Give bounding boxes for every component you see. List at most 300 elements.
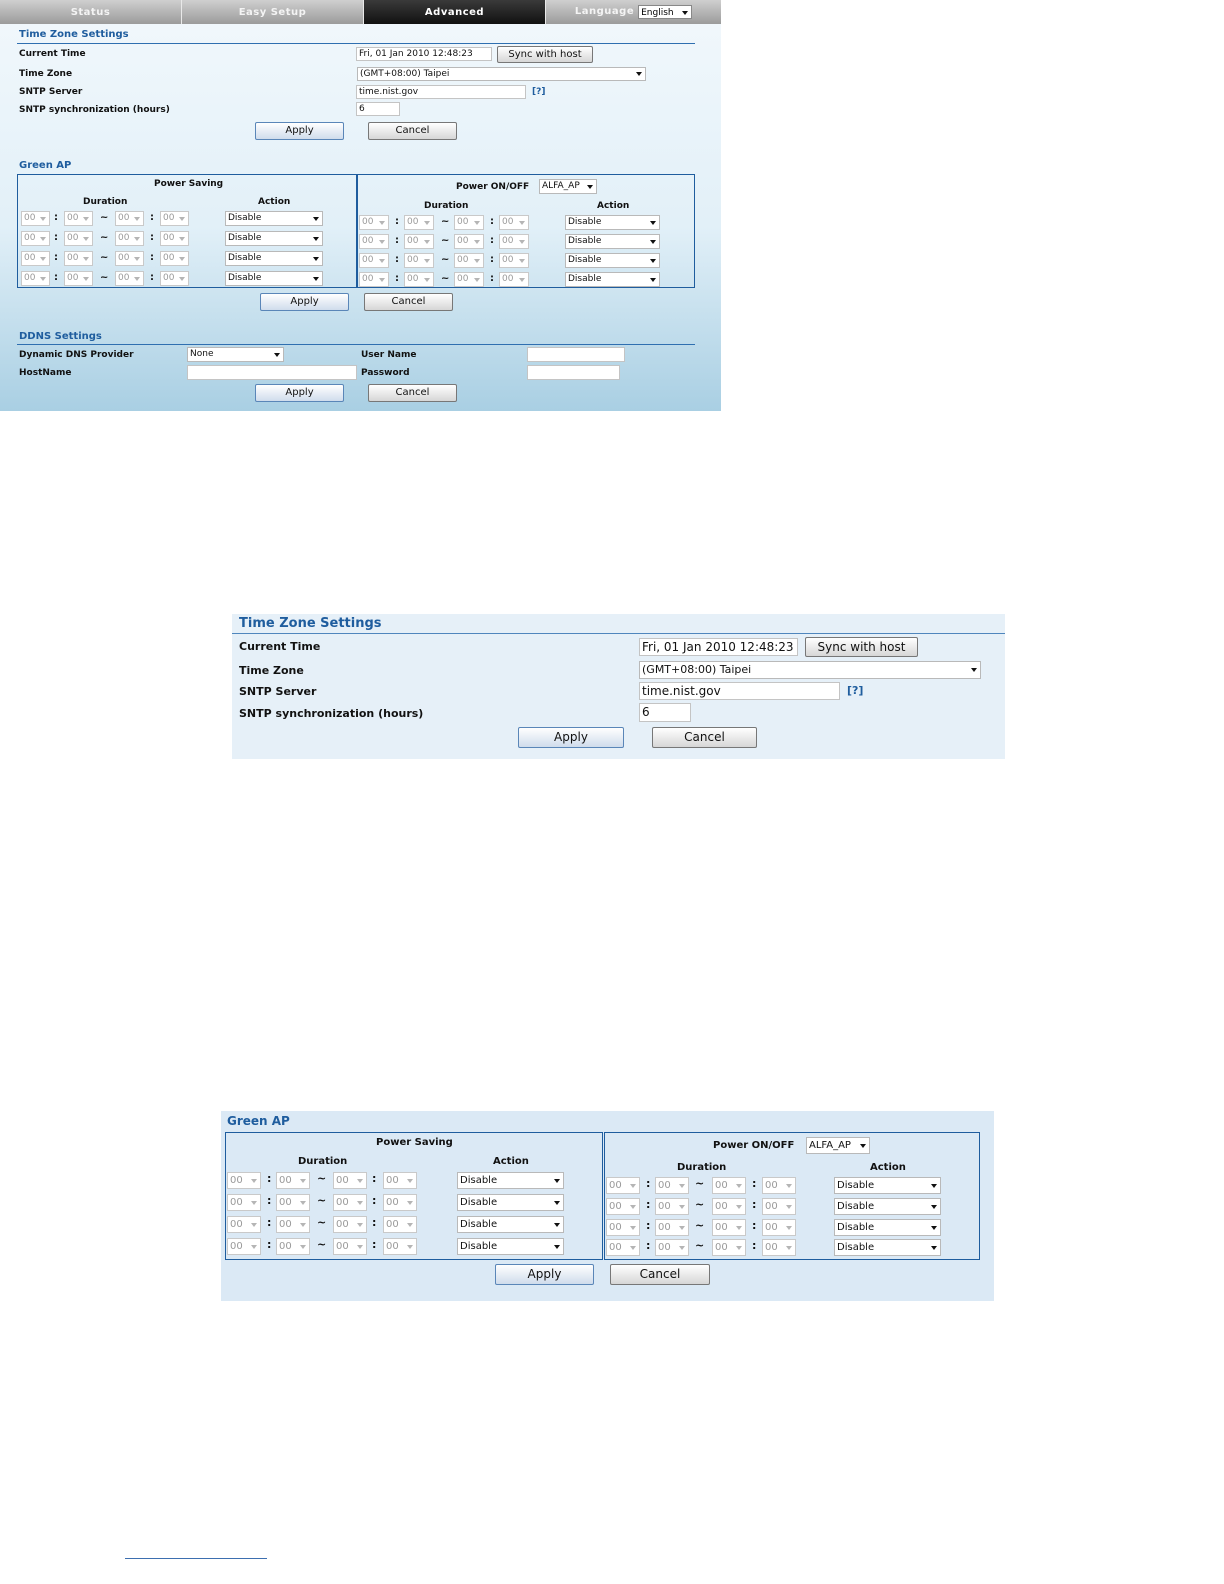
green-ap-apply-button[interactable]: Apply xyxy=(495,1264,594,1285)
time-zone-section-title: Time Zone Settings xyxy=(239,616,382,631)
schedule-end-hour-select[interactable] xyxy=(712,1239,746,1256)
schedule-start-minute-select[interactable] xyxy=(276,1172,310,1189)
time-value: 00 xyxy=(765,1180,778,1191)
schedule-end-minute-select[interactable] xyxy=(383,1216,417,1233)
schedule-end-hour-select[interactable] xyxy=(115,271,144,286)
chevron-down-icon xyxy=(860,1144,866,1148)
ddns-section-title: DDNS Settings xyxy=(19,331,102,342)
current-time-label: Current Time xyxy=(239,640,321,653)
schedule-start-minute-select[interactable] xyxy=(655,1198,689,1215)
time-value: 00 xyxy=(336,1241,349,1252)
schedule-end-minute-select[interactable] xyxy=(160,211,189,226)
sntp-sync-label: SNTP synchronization (hours) xyxy=(239,707,424,720)
time-separator: : xyxy=(395,254,399,265)
chevron-down-icon xyxy=(379,278,385,282)
time-value: 00 xyxy=(279,1241,292,1252)
time-value: 00 xyxy=(502,217,514,227)
schedule-start-minute-select[interactable] xyxy=(404,253,434,268)
chevron-down-icon xyxy=(134,217,140,221)
time-separator: : xyxy=(752,1177,757,1190)
schedule-action-select[interactable] xyxy=(565,234,660,249)
schedule-start-hour-select[interactable] xyxy=(359,215,389,230)
chevron-down-icon xyxy=(736,1184,742,1188)
schedule-start-minute-select[interactable] xyxy=(276,1238,310,1255)
time-value: 00 xyxy=(67,273,79,283)
sntp-help-link[interactable]: [?] xyxy=(532,87,546,97)
ddns-provider-select[interactable] xyxy=(187,347,284,362)
range-separator: ~ xyxy=(100,272,109,283)
power-onoff-title: Power ON/OFF xyxy=(456,182,530,192)
time-zone-apply-button[interactable]: Apply xyxy=(518,727,624,748)
time-zone-zoom-panel xyxy=(232,614,1005,759)
schedule-start-hour-select[interactable] xyxy=(606,1177,640,1194)
time-value: 00 xyxy=(715,1180,728,1191)
time-value: 00 xyxy=(118,213,130,223)
ddns-cancel-button[interactable]: Cancel xyxy=(368,384,457,402)
schedule-action-select[interactable] xyxy=(565,253,660,268)
sntp-sync-label: SNTP synchronization (hours) xyxy=(19,105,170,115)
schedule-start-hour-select[interactable] xyxy=(606,1219,640,1236)
schedule-start-minute-select[interactable] xyxy=(404,234,434,249)
schedule-end-minute-select[interactable] xyxy=(499,253,529,268)
chevron-down-icon xyxy=(313,257,319,261)
chevron-down-icon xyxy=(636,72,642,76)
range-separator: ~ xyxy=(695,1219,705,1232)
chevron-down-icon xyxy=(650,240,656,244)
time-value: 00 xyxy=(386,1175,399,1186)
time-value: 00 xyxy=(407,274,419,284)
time-separator: : xyxy=(54,232,58,243)
chevron-down-icon xyxy=(630,1184,636,1188)
schedule-end-minute-select[interactable] xyxy=(762,1177,796,1194)
chevron-down-icon xyxy=(554,1201,560,1205)
schedule-end-minute-select[interactable] xyxy=(383,1238,417,1255)
time-value: 00 xyxy=(407,236,419,246)
time-value: 00 xyxy=(67,253,79,263)
time-value: 00 xyxy=(67,213,79,223)
schedule-end-hour-select[interactable] xyxy=(333,1216,367,1233)
schedule-end-hour-select[interactable] xyxy=(454,272,484,287)
chevron-down-icon xyxy=(736,1226,742,1230)
schedule-end-hour-select[interactable] xyxy=(333,1172,367,1189)
tab-status[interactable]: Status xyxy=(0,0,182,24)
chevron-down-icon xyxy=(519,221,525,225)
chevron-down-icon xyxy=(519,278,525,282)
chevron-down-icon xyxy=(313,277,319,281)
time-value: 00 xyxy=(502,255,514,265)
time-separator: : xyxy=(490,216,494,227)
schedule-end-hour-select[interactable] xyxy=(454,215,484,230)
green-ap-cancel-button[interactable]: Cancel xyxy=(610,1264,710,1285)
time-separator: : xyxy=(267,1194,272,1207)
schedule-end-minute-select[interactable] xyxy=(160,251,189,266)
schedule-end-hour-select[interactable] xyxy=(333,1194,367,1211)
sync-with-host-button[interactable]: Sync with host xyxy=(805,637,918,657)
time-separator: : xyxy=(54,212,58,223)
time-value: 00 xyxy=(609,1242,622,1253)
chevron-down-icon xyxy=(134,277,140,281)
chevron-down-icon xyxy=(931,1205,937,1209)
action-value: Disable xyxy=(460,1219,498,1230)
schedule-start-minute-select[interactable] xyxy=(655,1239,689,1256)
schedule-action-select[interactable] xyxy=(457,1172,564,1189)
duration-header: Duration xyxy=(83,197,128,207)
chevron-down-icon xyxy=(786,1246,792,1250)
time-value: 00 xyxy=(457,274,469,284)
time-separator: : xyxy=(372,1238,377,1251)
time-zone-label: Time Zone xyxy=(239,664,304,677)
schedule-action-select[interactable] xyxy=(457,1216,564,1233)
schedule-action-select[interactable] xyxy=(225,211,323,226)
chevron-down-icon xyxy=(736,1246,742,1250)
time-value: 00 xyxy=(502,274,514,284)
schedule-end-hour-select[interactable] xyxy=(712,1219,746,1236)
schedule-start-minute-select[interactable] xyxy=(404,272,434,287)
chevron-down-icon xyxy=(134,237,140,241)
chevron-down-icon xyxy=(679,1205,685,1209)
schedule-start-hour-select[interactable] xyxy=(606,1198,640,1215)
chevron-down-icon xyxy=(474,278,480,282)
range-separator: ~ xyxy=(100,212,109,223)
sntp-server-field[interactable]: time.nist.gov xyxy=(639,682,840,700)
schedule-end-minute-select[interactable] xyxy=(383,1194,417,1211)
time-separator: : xyxy=(150,272,154,283)
chevron-down-icon xyxy=(786,1226,792,1230)
chevron-down-icon xyxy=(179,217,185,221)
time-separator: : xyxy=(752,1239,757,1252)
chevron-down-icon xyxy=(179,237,185,241)
chevron-down-icon xyxy=(519,259,525,263)
router-advanced-page xyxy=(0,0,721,411)
power-onoff-select[interactable] xyxy=(539,179,597,194)
time-zone-select[interactable] xyxy=(639,661,981,679)
time-value: 00 xyxy=(457,236,469,246)
action-value: Disable xyxy=(228,253,262,263)
range-separator: ~ xyxy=(100,252,109,263)
time-separator: : xyxy=(150,252,154,263)
schedule-end-hour-select[interactable] xyxy=(115,251,144,266)
schedule-start-minute-select[interactable] xyxy=(404,215,434,230)
time-value: 00 xyxy=(24,253,36,263)
time-zone-value: (GMT+08:00) Taipei xyxy=(642,663,752,676)
time-value: 00 xyxy=(362,236,374,246)
chevron-down-icon xyxy=(179,257,185,261)
time-separator: : xyxy=(646,1198,651,1211)
time-value: 00 xyxy=(279,1175,292,1186)
time-separator: : xyxy=(54,272,58,283)
section-divider xyxy=(17,344,695,345)
range-separator: ~ xyxy=(695,1198,705,1211)
chevron-down-icon xyxy=(407,1179,413,1183)
time-zone-label: Time Zone xyxy=(19,69,73,79)
green-ap-cancel-button[interactable]: Cancel xyxy=(364,293,453,311)
chevron-down-icon xyxy=(313,237,319,241)
time-value: 00 xyxy=(163,253,175,263)
action-value: Disable xyxy=(837,1222,875,1233)
time-value: 00 xyxy=(118,233,130,243)
time-value: 00 xyxy=(407,217,419,227)
time-separator: : xyxy=(752,1198,757,1211)
time-value: 00 xyxy=(457,255,469,265)
tab-easy-setup[interactable]: Easy Setup xyxy=(182,0,364,24)
language-label: Language xyxy=(574,6,635,17)
schedule-start-hour-select[interactable] xyxy=(359,272,389,287)
chevron-down-icon xyxy=(519,240,525,244)
schedule-start-minute-select[interactable] xyxy=(655,1219,689,1236)
action-header: Action xyxy=(597,201,630,211)
chevron-down-icon xyxy=(931,1246,937,1250)
chevron-down-icon xyxy=(40,217,46,221)
time-separator: : xyxy=(490,273,494,284)
password-field[interactable] xyxy=(527,365,620,380)
time-zone-cancel-button[interactable]: Cancel xyxy=(652,727,757,748)
sync-with-host-button[interactable]: Sync with host xyxy=(497,46,593,63)
sntp-server-field[interactable]: time.nist.gov xyxy=(356,85,526,99)
schedule-start-hour-select[interactable] xyxy=(227,1238,261,1255)
sntp-sync-field[interactable]: 6 xyxy=(356,102,400,116)
chevron-down-icon xyxy=(357,1201,363,1205)
range-separator: ~ xyxy=(441,273,450,284)
chevron-down-icon xyxy=(83,237,89,241)
action-value: Disable xyxy=(568,274,602,284)
time-value: 00 xyxy=(336,1219,349,1230)
range-separator: ~ xyxy=(317,1172,327,1185)
time-separator: : xyxy=(395,273,399,284)
duration-header: Duration xyxy=(298,1156,348,1167)
action-value: Disable xyxy=(460,1241,498,1252)
sntp-sync-field[interactable]: 6 xyxy=(639,703,691,722)
chevron-down-icon xyxy=(251,1223,257,1227)
action-value: Disable xyxy=(228,273,262,283)
schedule-end-hour-select[interactable] xyxy=(115,231,144,246)
schedule-start-hour-select[interactable] xyxy=(21,231,50,246)
time-separator: : xyxy=(150,232,154,243)
schedule-start-hour-select[interactable] xyxy=(227,1194,261,1211)
range-separator: ~ xyxy=(695,1177,705,1190)
green-ap-section-title: Green AP xyxy=(19,160,72,171)
ddns-apply-button[interactable]: Apply xyxy=(255,384,344,402)
chevron-down-icon xyxy=(357,1245,363,1249)
time-value: 00 xyxy=(609,1201,622,1212)
time-value: 00 xyxy=(362,274,374,284)
chevron-down-icon xyxy=(407,1223,413,1227)
schedule-end-minute-select[interactable] xyxy=(499,272,529,287)
schedule-start-hour-select[interactable] xyxy=(21,251,50,266)
schedule-action-select[interactable] xyxy=(565,272,660,287)
language-select[interactable] xyxy=(638,5,692,19)
time-value: 00 xyxy=(279,1197,292,1208)
range-separator: ~ xyxy=(317,1216,327,1229)
schedule-start-minute-select[interactable] xyxy=(64,211,93,226)
schedule-start-minute-select[interactable] xyxy=(64,271,93,286)
schedule-end-minute-select[interactable] xyxy=(160,231,189,246)
schedule-start-hour-select[interactable] xyxy=(21,211,50,226)
chevron-down-icon xyxy=(630,1246,636,1250)
time-separator: : xyxy=(267,1172,272,1185)
section-divider xyxy=(232,633,1005,634)
range-separator: ~ xyxy=(317,1238,327,1251)
schedule-end-hour-select[interactable] xyxy=(454,253,484,268)
chevron-down-icon xyxy=(179,277,185,281)
power-onoff-value: ALFA_AP xyxy=(542,181,580,191)
time-separator: : xyxy=(267,1238,272,1251)
footer-divider xyxy=(125,1558,267,1559)
schedule-start-hour-select[interactable] xyxy=(359,234,389,249)
username-label: User Name xyxy=(361,350,417,360)
chevron-down-icon xyxy=(679,1226,685,1230)
chevron-down-icon xyxy=(971,668,977,672)
green-ap-apply-button[interactable]: Apply xyxy=(260,293,349,311)
schedule-action-select[interactable] xyxy=(225,251,323,266)
time-value: 00 xyxy=(715,1201,728,1212)
schedule-start-hour-select[interactable] xyxy=(227,1216,261,1233)
power-onoff-select[interactable] xyxy=(806,1137,870,1154)
schedule-end-minute-select[interactable] xyxy=(160,271,189,286)
schedule-end-hour-select[interactable] xyxy=(712,1177,746,1194)
ddns-provider-value: None xyxy=(190,349,214,359)
time-separator: : xyxy=(646,1239,651,1252)
schedule-start-minute-select[interactable] xyxy=(64,251,93,266)
time-value: 00 xyxy=(362,255,374,265)
schedule-start-minute-select[interactable] xyxy=(276,1216,310,1233)
chevron-down-icon xyxy=(274,353,280,357)
chevron-down-icon xyxy=(424,221,430,225)
chevron-down-icon xyxy=(736,1205,742,1209)
time-separator: : xyxy=(646,1219,651,1232)
chevron-down-icon xyxy=(424,240,430,244)
action-value: Disable xyxy=(568,217,602,227)
time-value: 00 xyxy=(386,1241,399,1252)
chevron-down-icon xyxy=(313,217,319,221)
time-value: 00 xyxy=(230,1175,243,1186)
schedule-action-select[interactable] xyxy=(834,1177,941,1194)
schedule-end-hour-select[interactable] xyxy=(712,1198,746,1215)
chevron-down-icon xyxy=(650,221,656,225)
action-value: Disable xyxy=(228,233,262,243)
schedule-action-select[interactable] xyxy=(834,1219,941,1236)
schedule-end-minute-select[interactable] xyxy=(383,1172,417,1189)
time-separator: : xyxy=(372,1194,377,1207)
chevron-down-icon xyxy=(357,1179,363,1183)
action-value: Disable xyxy=(568,255,602,265)
time-value: 00 xyxy=(118,253,130,263)
chevron-down-icon xyxy=(251,1179,257,1183)
time-zone-cancel-button[interactable]: Cancel xyxy=(368,122,457,140)
schedule-start-minute-select[interactable] xyxy=(276,1194,310,1211)
schedule-start-minute-select[interactable] xyxy=(64,231,93,246)
time-zone-select[interactable] xyxy=(357,67,646,81)
schedule-end-minute-select[interactable] xyxy=(762,1219,796,1236)
time-value: 00 xyxy=(658,1222,671,1233)
time-value: 00 xyxy=(230,1241,243,1252)
schedule-end-minute-select[interactable] xyxy=(499,215,529,230)
hostname-field[interactable] xyxy=(187,365,357,380)
sntp-help-link[interactable]: [?] xyxy=(847,684,864,697)
schedule-start-minute-select[interactable] xyxy=(655,1177,689,1194)
schedule-end-hour-select[interactable] xyxy=(333,1238,367,1255)
chevron-down-icon xyxy=(83,257,89,261)
schedule-start-hour-select[interactable] xyxy=(21,271,50,286)
time-zone-apply-button[interactable]: Apply xyxy=(255,122,344,140)
schedule-action-select[interactable] xyxy=(457,1194,564,1211)
time-value: 00 xyxy=(279,1219,292,1230)
time-value: 00 xyxy=(163,233,175,243)
username-field[interactable] xyxy=(527,347,625,362)
action-header: Action xyxy=(870,1162,906,1173)
time-separator: : xyxy=(54,252,58,263)
time-value: 00 xyxy=(24,233,36,243)
schedule-end-minute-select[interactable] xyxy=(762,1239,796,1256)
schedule-start-hour-select[interactable] xyxy=(606,1239,640,1256)
schedule-end-hour-select[interactable] xyxy=(454,234,484,249)
schedule-action-select[interactable] xyxy=(834,1239,941,1256)
time-value: 00 xyxy=(230,1219,243,1230)
schedule-end-minute-select[interactable] xyxy=(762,1198,796,1215)
tab-advanced[interactable]: Advanced xyxy=(364,0,546,24)
schedule-start-hour-select[interactable] xyxy=(227,1172,261,1189)
time-value: 00 xyxy=(407,255,419,265)
sntp-server-label: SNTP Server xyxy=(19,87,83,97)
current-time-field[interactable]: Fri, 01 Jan 2010 12:48:23 xyxy=(639,638,798,656)
time-value: 00 xyxy=(163,273,175,283)
current-time-field[interactable]: Fri, 01 Jan 2010 12:48:23 xyxy=(356,47,492,61)
chevron-down-icon xyxy=(650,278,656,282)
time-separator: : xyxy=(372,1172,377,1185)
green-ap-section-title: Green AP xyxy=(227,1114,290,1128)
hostname-label: HostName xyxy=(19,368,72,378)
schedule-action-select[interactable] xyxy=(457,1238,564,1255)
time-zone-value: (GMT+08:00) Taipei xyxy=(360,69,450,79)
chevron-down-icon xyxy=(83,277,89,281)
chevron-down-icon xyxy=(474,259,480,263)
schedule-action-select[interactable] xyxy=(225,231,323,246)
time-value: 00 xyxy=(765,1222,778,1233)
schedule-end-minute-select[interactable] xyxy=(499,234,529,249)
schedule-start-hour-select[interactable] xyxy=(359,253,389,268)
chevron-down-icon xyxy=(300,1179,306,1183)
chevron-down-icon xyxy=(554,1179,560,1183)
chevron-down-icon xyxy=(931,1226,937,1230)
schedule-action-select[interactable] xyxy=(565,215,660,230)
time-value: 00 xyxy=(24,273,36,283)
time-value: 00 xyxy=(658,1201,671,1212)
time-value: 00 xyxy=(658,1242,671,1253)
time-value: 00 xyxy=(386,1219,399,1230)
chevron-down-icon xyxy=(630,1226,636,1230)
action-value: Disable xyxy=(460,1175,498,1186)
power-onoff-value: ALFA_AP xyxy=(809,1140,851,1151)
chevron-down-icon xyxy=(379,259,385,263)
sntp-server-label: SNTP Server xyxy=(239,685,317,698)
schedule-action-select[interactable] xyxy=(834,1198,941,1215)
time-value: 00 xyxy=(230,1197,243,1208)
chevron-down-icon xyxy=(134,257,140,261)
chevron-down-icon xyxy=(554,1245,560,1249)
time-value: 00 xyxy=(336,1175,349,1186)
chevron-down-icon xyxy=(474,221,480,225)
time-separator: : xyxy=(490,254,494,265)
time-value: 00 xyxy=(609,1180,622,1191)
chevron-down-icon xyxy=(300,1223,306,1227)
schedule-action-select[interactable] xyxy=(225,271,323,286)
schedule-end-hour-select[interactable] xyxy=(115,211,144,226)
chevron-down-icon xyxy=(786,1184,792,1188)
password-label: Password xyxy=(361,368,410,378)
time-separator: : xyxy=(395,235,399,246)
chevron-down-icon xyxy=(679,1246,685,1250)
language-value: English xyxy=(641,8,674,18)
chevron-down-icon xyxy=(83,217,89,221)
